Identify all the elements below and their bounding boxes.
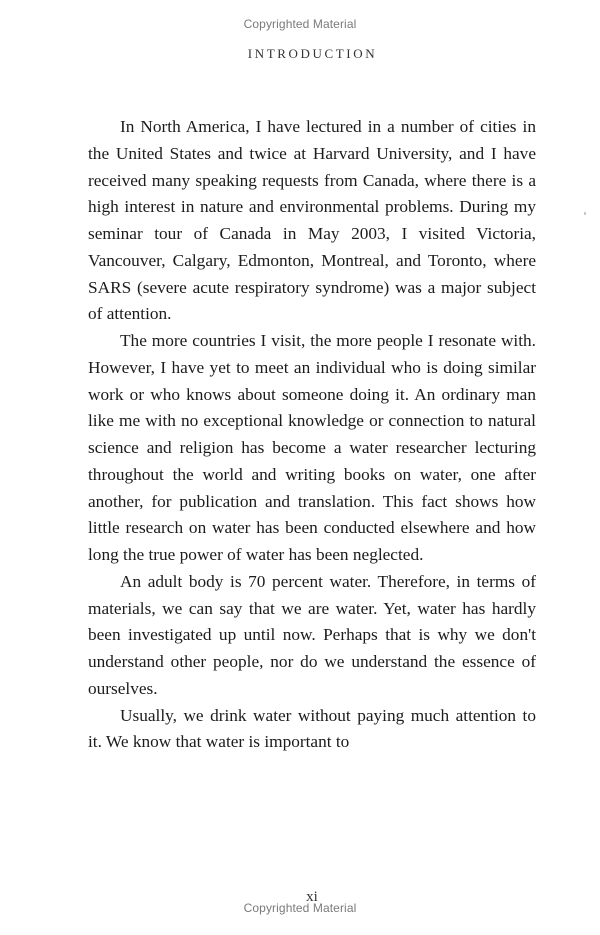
paragraph: In North America, I have lectured in a number of cities in the United States and twice at Harvard University, and I have received many speaking requests from Canada, where there is a high interest in nature and environmental problems. During my seminar tour of Canada in May 2003, I visited Victoria, Vancouver, Calgary, Edmonton, Montreal, and Toronto, where SARS (severe acute respiratory syndrome) was a major subject of attention. — [88, 117, 536, 324]
copyright-watermark-top: Copyrighted Material — [243, 17, 357, 31]
paragraph: An adult body is 70 percent water. Therefore, in terms of materials, we can say that we are water. Yet, water has hardly been investigated up until now. Perhaps that is why we don't understand other people, nor do we understand the essence of ourselves. — [88, 571, 536, 698]
scan-edge-mark — [584, 212, 586, 215]
copyright-watermark-bottom: Copyrighted Material — [243, 901, 357, 915]
paragraph: Usually, we drink water without paying much attention to it. We know that water is important to — [88, 705, 536, 752]
running-head: INTRODUCTION — [247, 46, 378, 61]
paragraph: The more countries I visit, the more people I resonate with. However, I have yet to meet an individual who is doing similar work or who knows about someone doing it. An ordinary man like me with no exceptional knowledge or connection to natural science and religion has become a water researcher lecturing throughout the world and writing books on water, one after another, for publication and translation. This fact shows how little research on water has been conducted elsewhere and how long the true power of water has been neglected. — [88, 331, 536, 564]
body-text — [88, 114, 536, 756]
page-number: xi — [306, 889, 318, 905]
